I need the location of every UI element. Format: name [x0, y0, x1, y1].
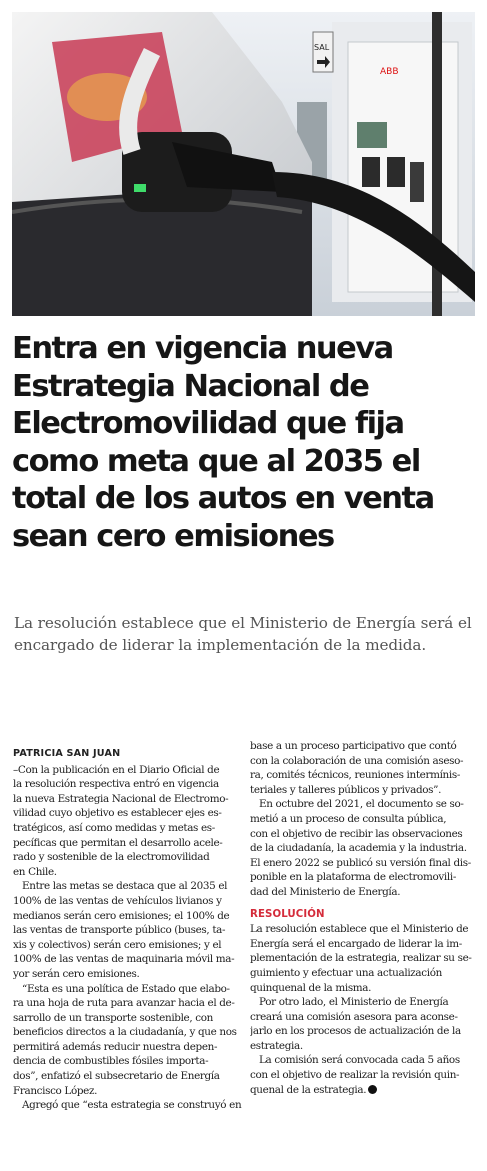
- subtitle-line: La resolución establece que el Ministerio de Energía será el: [14, 614, 472, 632]
- headline-line: Estrategia Nacional de: [12, 368, 369, 404]
- body-text-line: quenal de la estrategia.: [250, 1083, 480, 1098]
- body-text-line: base a un proceso participativo que contó: [250, 740, 457, 752]
- body-text-line: 100% de las ventas de vehículos livianos y: [13, 894, 222, 907]
- sign-label: SAL: [314, 43, 330, 52]
- right-column: [250, 739, 480, 1097]
- section-title: RESOLUCIÓN: [250, 908, 325, 920]
- body-text-line: con la colaboración de una comisión aseso-: [250, 754, 464, 767]
- right-column-text-2: [250, 922, 480, 1097]
- body-text-line: La comisión será convocada cada 5 años: [259, 1054, 460, 1067]
- body-text-line: permitirá además reducir nuestra depen-: [13, 1040, 218, 1053]
- body-text-line: teriales y talleres públicos y privados”.: [250, 783, 442, 796]
- body-text-line: vilidad cuyo objetivo es establecer ejes es-: [13, 807, 222, 820]
- body-text-line: ra una hoja de ruta para avanzar hacia el de-: [13, 997, 235, 1010]
- body-text-line: ponible en la plataforma de electromovili-: [250, 871, 456, 884]
- body-text-line: –Con la publicación en el Diario Oficial de: [13, 763, 220, 776]
- body-text-line: tratégicos, así como medidas y metas es-: [13, 821, 215, 834]
- body-text-line: La resolución establece que el Ministerio de: [250, 923, 469, 936]
- headline: [12, 330, 480, 555]
- body-text-line: las ventas de transporte público (buses, ta-: [13, 924, 226, 937]
- article-photo: [12, 12, 475, 316]
- body-text-line: dos”, enfatizó el subsecretario de Energía: [13, 1070, 220, 1083]
- body-text-line: estrategia.: [250, 1039, 303, 1052]
- body-text-line: la nueva Estrategia Nacional de Electromo-: [13, 792, 229, 805]
- body-text-line: sarrollo de un transporte sostenible, con: [13, 1011, 213, 1024]
- ev-charging-illustration: [12, 12, 475, 316]
- body-text-line: dad del Ministerio de Energía.: [250, 885, 401, 898]
- headline-line: total de los autos en venta: [12, 481, 434, 516]
- body-text-line: pecíficas que permitan el desarrollo acele-: [13, 836, 223, 849]
- body-text-line: con el objetivo de recibir las observaciones: [250, 827, 463, 840]
- body-text-line: Por otro lado, el Ministerio de Energía: [259, 996, 449, 1009]
- body-text-line: medianos serán cero emisiones; el 100% de: [13, 909, 230, 922]
- body-text-line: En octubre del 2021, el documento se so-: [259, 798, 464, 811]
- body-text-line: beneficios directos a la ciudadanía, y que nos: [13, 1026, 237, 1039]
- body-text-line: la resolución respectiva entró en vigencia: [13, 778, 219, 791]
- body-text-line: quinquenal de la misma.: [250, 981, 372, 994]
- body-text-line: dencia de combustibles fósiles importa-: [13, 1055, 209, 1068]
- headline-line: como meta que al 2035 el: [12, 443, 420, 479]
- body-text-line: “Esta es una política de Estado que elabo-: [22, 982, 230, 995]
- body-text-line: plementación de la estrategia, realizar su se-: [250, 952, 472, 965]
- body-text-line: El enero 2022 se publicó su versión final dis-: [250, 856, 471, 869]
- body-text-line: en Chile.: [13, 865, 57, 878]
- right-column-text-1: [250, 739, 480, 900]
- body-text-line: 100% de las ventas de maquinaria móvil ma-: [13, 953, 235, 966]
- body-text-line: metió a un proceso de consulta pública,: [250, 812, 447, 825]
- end-of-article-icon: [368, 1085, 377, 1094]
- left-column: [13, 747, 243, 1113]
- body-text-line: yor serán cero emisiones.: [13, 967, 140, 980]
- byline: PATRICIA SAN JUAN: [13, 748, 121, 759]
- subtitle-line: encargado de liderar la implementación de la medida.: [14, 636, 427, 654]
- body-text-line: creará una comisión asesora para aconse-: [250, 1010, 458, 1023]
- body-text-line: Energía será el encargado de liderar la im-: [250, 937, 462, 950]
- body-text-line: Francisco López.: [13, 1084, 98, 1097]
- body-text-line: xis y colectivos) serán cero emisiones; y el: [13, 938, 222, 951]
- headline-line: Entra en vigencia nueva: [12, 331, 393, 366]
- body-text-line: Agregó que “esta estrategia se construyó en: [22, 1099, 242, 1112]
- body-text-line: Entre las metas se destaca que al 2035 el: [22, 880, 228, 893]
- body-text-line: rado y sostenible de la electromovilidad: [13, 851, 210, 864]
- body-text-line: de la ciudadanía, la academia y la industria.: [250, 842, 467, 855]
- charger-brand-label: ABB: [380, 67, 399, 77]
- body-text-line: ra, comités técnicos, reuniones intermínis-: [250, 769, 460, 782]
- headline-line: Electromovilidad que fija: [12, 406, 404, 441]
- subtitle: [14, 612, 479, 656]
- body-text-line: guimiento y efectuar una actualización: [250, 966, 442, 979]
- body-text-line: jarlo en los procesos de actualización de la: [250, 1025, 461, 1038]
- body-text-line: con el objetivo de realizar la revisión quin-: [250, 1069, 460, 1082]
- left-column-text: [13, 763, 243, 1113]
- headline-line: sean cero emisiones: [12, 518, 334, 554]
